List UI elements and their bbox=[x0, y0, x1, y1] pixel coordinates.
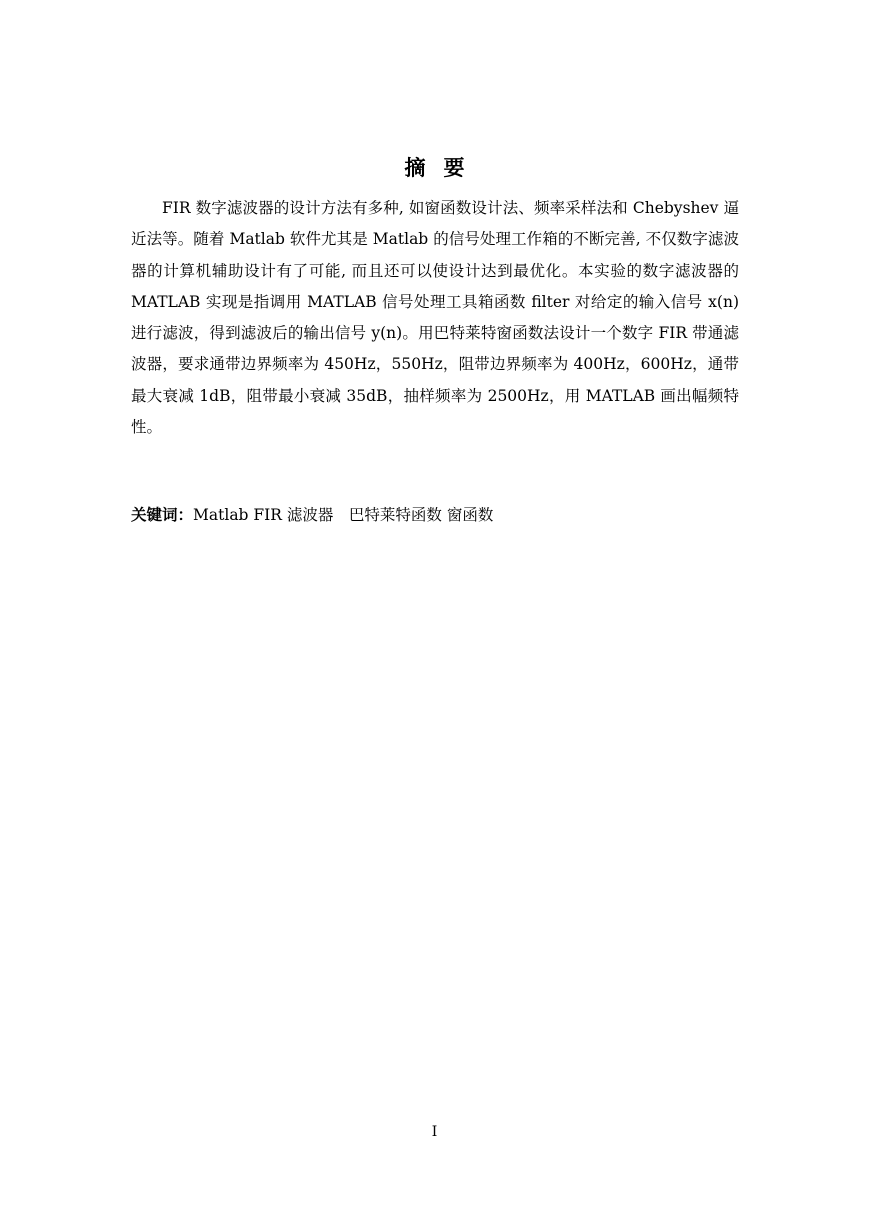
keyword-item: Matlab FIR 滤波器 bbox=[193, 506, 334, 524]
page-number: I bbox=[431, 1124, 438, 1140]
keywords-line bbox=[131, 500, 739, 531]
keyword-item: 窗函数 bbox=[446, 506, 494, 524]
abstract-title: 摘要 bbox=[404, 156, 483, 180]
keyword-item: 巴特莱特函数 bbox=[348, 506, 442, 524]
keywords-label: 关键词： bbox=[131, 506, 194, 524]
abstract-body: FIR 数字滤波器的设计方法有多种, 如窗函数设计法、频率采样法和 Chebyshev 逼近法等。随着 Matlab 软件尤其是 Matlab 的信号处理工作箱的不断完善, 不仅数字滤波器的计算机辅助设计有了可能, 而且还可以使设计达到最优化。本实验的数字滤波器的 MATLAB 实现是指调用 MATLAB 信号处理工具箱函数 filter 对给定的输入信号 x(n)进行滤波，得到滤波后的输出信号 y(n)。用巴特莱特窗函数法设计一个数字 FIR 带通滤波器，要求通带边界频率为 450Hz，550Hz，阻带边界频率为 400Hz，600Hz，通带最大衰减 1dB，阻带最小衰减 35dB，抽样频率为 2500Hz，用 MATLAB 画出幅频特性。 bbox=[131, 199, 739, 437]
